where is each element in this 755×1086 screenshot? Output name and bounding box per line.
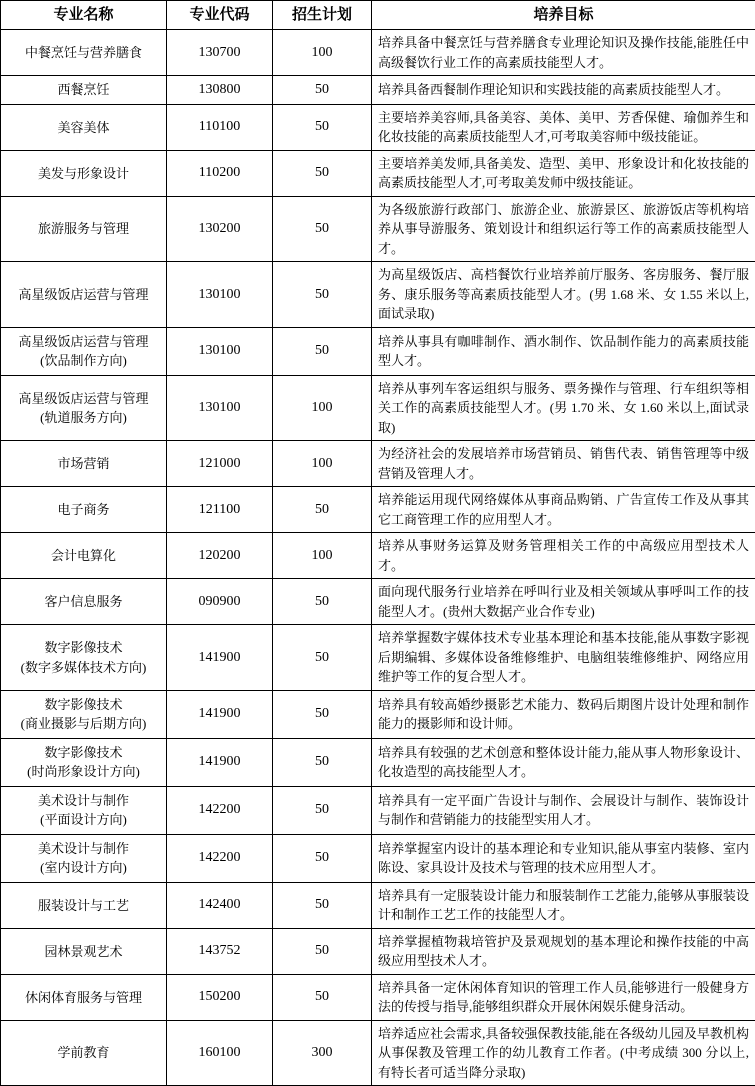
- major-code-cell: 110100: [167, 104, 273, 150]
- enrollment-plan-cell: 50: [273, 834, 372, 882]
- major-code-cell: 130100: [167, 375, 273, 441]
- table-row: [1, 974, 755, 1020]
- enrollment-plan-cell: 50: [273, 974, 372, 1020]
- objective-cell: 培养适应社会需求,具备较强保教技能,能在各级幼儿园及早教机构从事保教及管理工作的幼儿教育工作者。(中考成绩 300 分以上,有特长者可适当降分录取): [372, 1020, 755, 1086]
- major-name: 高星级饭店运营与管理: [18, 334, 148, 349]
- major-name-cell: [1, 882, 167, 928]
- major-code-cell: 141900: [167, 625, 273, 691]
- objective-cell: 培养掌握数字媒体技术专业基本理论和基本技能,能从事数字影视后期编辑、多媒体设备维修维护、电脑组装维修维护、网络应用维护等工作的复合型人才。: [372, 625, 755, 691]
- major-name-cell: [1, 487, 167, 533]
- enrollment-plan-cell: 50: [273, 196, 372, 262]
- major-name: 旅游服务与管理: [38, 221, 129, 236]
- major-direction: (时尚形象设计方向): [5, 762, 162, 782]
- major-direction: (商业摄影与后期方向): [5, 714, 162, 734]
- enrollment-plan-cell: 50: [273, 579, 372, 625]
- major-name: 高星级饭店运营与管理: [18, 287, 148, 302]
- table-row: [1, 375, 755, 441]
- table-row: [1, 487, 755, 533]
- major-code-cell: 142400: [167, 882, 273, 928]
- enrollment-plan-cell: 50: [273, 738, 372, 786]
- objective-cell: 培养具有一定服装设计能力和服装制作工艺能力,能够从事服装设计和制作工艺工作的技能型人才。: [372, 882, 755, 928]
- major-name: 美术设计与制作: [38, 793, 129, 808]
- major-direction: (轨道服务方向): [5, 408, 162, 428]
- objective-cell: 培养具有一定平面广告设计与制作、会展设计与制作、装饰设计与制作和营销能力的技能型实用人才。: [372, 786, 755, 834]
- objective-cell: 培养掌握植物栽培管护及景观规划的基本理论和操作技能的中高级应用型技术人才。: [372, 928, 755, 974]
- major-code-cell: 150200: [167, 974, 273, 1020]
- major-name: 电子商务: [57, 502, 109, 517]
- major-name: 美发与形象设计: [38, 166, 129, 181]
- table-row: [1, 30, 755, 76]
- major-name-cell: [1, 928, 167, 974]
- objective-cell: 培养具备一定休闲体育知识的管理工作人员,能够进行一般健身方法的传授与指导,能够组织群众开展休闲娱乐健身活动。: [372, 974, 755, 1020]
- major-direction: (数字多媒体技术方向): [5, 658, 162, 678]
- major-name: 服装设计与工艺: [38, 898, 129, 913]
- major-code-cell: 130200: [167, 196, 273, 262]
- major-name-cell: [1, 30, 167, 76]
- enrollment-plan-cell: 50: [273, 786, 372, 834]
- major-code-cell: 090900: [167, 579, 273, 625]
- table-row: [1, 262, 755, 328]
- objective-cell: 培养掌握室内设计的基本理论和专业知识,能从事室内装修、室内陈设、家具设计及技术与管理的技术应用型人才。: [372, 834, 755, 882]
- enrollment-plan-cell: 50: [273, 882, 372, 928]
- table-row: [1, 928, 755, 974]
- table-row: [1, 150, 755, 196]
- table-row: [1, 196, 755, 262]
- major-name: 会计电算化: [51, 548, 116, 563]
- table-row: [1, 104, 755, 150]
- enrollment-plan-cell: 50: [273, 76, 372, 105]
- table-row: [1, 579, 755, 625]
- objective-cell: 主要培养美发师,具备美发、造型、美甲、形象设计和化妆技能的高素质技能型人才,可考取美发师中级技能证。: [372, 150, 755, 196]
- major-name: 高星级饭店运营与管理: [18, 391, 148, 406]
- major-name: 市场营销: [57, 456, 109, 471]
- major-name-cell: [1, 834, 167, 882]
- enrollment-plan-cell: 50: [273, 487, 372, 533]
- table-row: [1, 625, 755, 691]
- major-name-cell: [1, 738, 167, 786]
- major-code-cell: 121100: [167, 487, 273, 533]
- major-name-cell: [1, 262, 167, 328]
- objective-cell: 为经济社会的发展培养市场营销员、销售代表、销售管理等中级营销及管理人才。: [372, 441, 755, 487]
- major-name: 数字影像技术: [44, 640, 122, 655]
- objective-cell: 培养从事列车客运组织与服务、票务操作与管理、行车组织等相关工作的高素质技能型人才。(男 1.70 米、女 1.60 米以上,面试录取): [372, 375, 755, 441]
- enrollment-plan-cell: 50: [273, 625, 372, 691]
- enrollment-plan-cell: 50: [273, 928, 372, 974]
- objective-cell: 培养具有较强的艺术创意和整体设计能力,能从事人物形象设计、化妆造型的高技能型人才。: [372, 738, 755, 786]
- major-name-cell: [1, 786, 167, 834]
- table-row: [1, 76, 755, 105]
- major-code-cell: 121000: [167, 441, 273, 487]
- major-name-cell: [1, 533, 167, 579]
- major-code-cell: 130100: [167, 327, 273, 375]
- major-name: 休闲体育服务与管理: [25, 990, 142, 1005]
- major-direction: (室内设计方向): [5, 858, 162, 878]
- major-name-cell: [1, 579, 167, 625]
- major-code-cell: 142200: [167, 786, 273, 834]
- major-name: 美容美体: [57, 120, 109, 135]
- column-header-major-name: 专业名称: [1, 1, 167, 30]
- major-code-cell: 130800: [167, 76, 273, 105]
- enrollment-plan-cell: 100: [273, 533, 372, 579]
- major-code-cell: 141900: [167, 738, 273, 786]
- table-row: [1, 834, 755, 882]
- table-row: [1, 1020, 755, 1086]
- table-row: [1, 738, 755, 786]
- objective-cell: 培养能运用现代网络媒体从事商品购销、广告宣传工作及从事其它工商管理工作的应用型人才。: [372, 487, 755, 533]
- table-row: [1, 882, 755, 928]
- enrollment-plan-cell: 100: [273, 30, 372, 76]
- major-name-cell: [1, 375, 167, 441]
- major-name-cell: [1, 104, 167, 150]
- objective-cell: 培养具备中餐烹饪与营养膳食专业理论知识及操作技能,能胜任中高级餐饮行业工作的高素质技能型人才。: [372, 30, 755, 76]
- major-name-cell: [1, 196, 167, 262]
- enrollment-plan-cell: 300: [273, 1020, 372, 1086]
- major-name: 数字影像技术: [44, 697, 122, 712]
- major-name-cell: [1, 327, 167, 375]
- table-row: [1, 786, 755, 834]
- table-header-row: [1, 1, 755, 30]
- major-code-cell: 160100: [167, 1020, 273, 1086]
- enrollment-plan-cell: 100: [273, 441, 372, 487]
- column-header-enrollment-plan: 招生计划: [273, 1, 372, 30]
- major-name-cell: [1, 150, 167, 196]
- enrollment-plan-cell: 50: [273, 262, 372, 328]
- enrollment-plan-cell: 50: [273, 690, 372, 738]
- objective-cell: 面向现代服务行业培养在呼叫行业及相关领域从事呼叫工作的技能型人才。(贵州大数据产业合作专业): [372, 579, 755, 625]
- column-header-major-code: 专业代码: [167, 1, 273, 30]
- major-code-cell: 143752: [167, 928, 273, 974]
- major-code-cell: 110200: [167, 150, 273, 196]
- major-name-cell: [1, 76, 167, 105]
- major-name-cell: [1, 1020, 167, 1086]
- major-name: 中餐烹饪与营养膳食: [25, 45, 142, 60]
- objective-cell: 培养从事具有咖啡制作、酒水制作、饮品制作能力的高素质技能型人才。: [372, 327, 755, 375]
- major-name-cell: [1, 441, 167, 487]
- objective-cell: 培养从事财务运算及财务管理相关工作的中高级应用型技术人才。: [372, 533, 755, 579]
- major-name-cell: [1, 690, 167, 738]
- enrollment-plan-cell: 100: [273, 375, 372, 441]
- objective-cell: 主要培养美容师,具备美容、美体、美甲、芳香保健、瑜伽养生和化妆技能的高素质技能型人才,可考取美容师中级技能证。: [372, 104, 755, 150]
- major-name-cell: [1, 625, 167, 691]
- major-name-cell: [1, 974, 167, 1020]
- table-row: [1, 441, 755, 487]
- enrollment-plan-cell: 50: [273, 327, 372, 375]
- major-name: 客户信息服务: [44, 594, 122, 609]
- objective-cell: 为各级旅游行政部门、旅游企业、旅游景区、旅游饭店等机构培养从事导游服务、策划设计和组织运行等工作的高素质技能型人才。: [372, 196, 755, 262]
- major-code-cell: 142200: [167, 834, 273, 882]
- major-name: 园林景观艺术: [44, 944, 122, 959]
- table-row: [1, 690, 755, 738]
- enrollment-plan-cell: 50: [273, 104, 372, 150]
- major-name: 学前教育: [57, 1045, 109, 1060]
- objective-cell: 培养具备西餐制作理论知识和实践技能的高素质技能型人才。: [372, 76, 755, 105]
- objective-cell: 培养具有较高婚纱摄影艺术能力、数码后期图片设计处理和制作能力的摄影师和设计师。: [372, 690, 755, 738]
- major-direction: (平面设计方向): [5, 810, 162, 830]
- major-name: 美术设计与制作: [38, 841, 129, 856]
- major-code-cell: 130100: [167, 262, 273, 328]
- table-row: [1, 533, 755, 579]
- enrollment-plan-cell: 50: [273, 150, 372, 196]
- major-code-cell: 141900: [167, 690, 273, 738]
- column-header-objective: 培养目标: [372, 1, 755, 30]
- major-code-cell: 130700: [167, 30, 273, 76]
- major-code-cell: 120200: [167, 533, 273, 579]
- major-name: 西餐烹饪: [57, 82, 109, 97]
- objective-cell: 为高星级饭店、高档餐饮行业培养前厅服务、客房服务、餐厅服务、康乐服务等高素质技能型人才。(男 1.68 米、女 1.55 米以上,面试录取): [372, 262, 755, 328]
- major-direction: (饮品制作方向): [5, 351, 162, 371]
- table-row: [1, 327, 755, 375]
- major-name: 数字影像技术: [44, 745, 122, 760]
